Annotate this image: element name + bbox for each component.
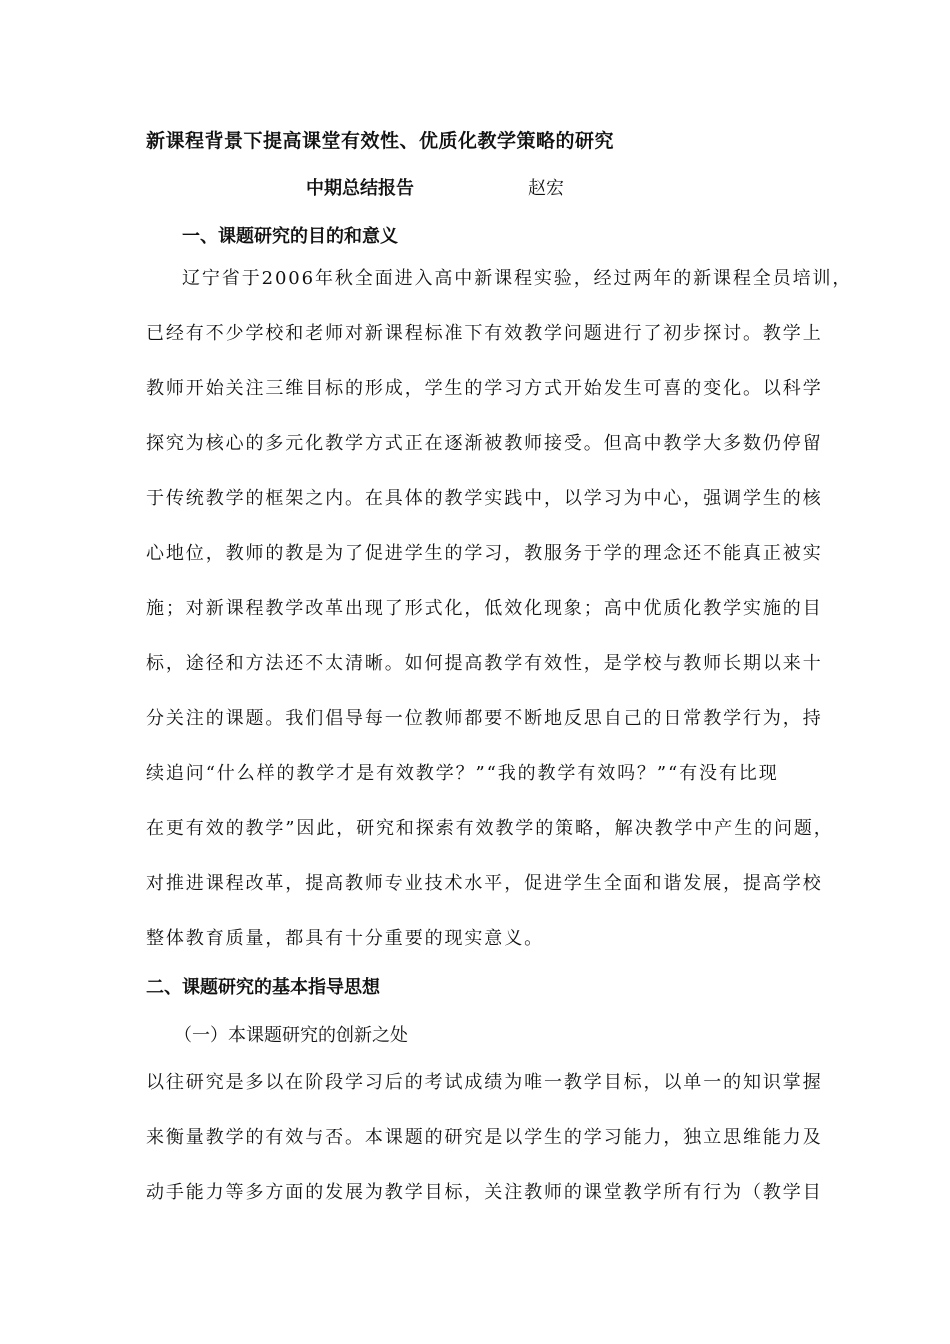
paragraph-line: 施；对新课程教学改革出现了形式化，低效化现象；高中优质化教学实施的目 <box>146 598 823 619</box>
paragraph-line: 动手能力等多方面的发展为教学目标，关注教师的课堂教学所有行为（教学目 <box>146 1182 823 1203</box>
paragraph-line: 于传统教学的框架之内。在具体的教学实践中，以学习为中心，强调学生的核 <box>146 488 823 509</box>
paragraph-line: 续追问“什么样的教学才是有效教学？”“我的教学有效吗？”“有没有比现 <box>146 763 779 784</box>
paragraph-line: 已经有不少学校和老师对新课程标准下有效教学问题进行了初步探讨。教学上 <box>146 323 823 344</box>
section1-paragraph <box>146 251 853 966</box>
paragraph-line: 教师开始关注三维目标的形成，学生的学习方式开始发生可喜的变化。以科学 <box>146 378 823 399</box>
document-title: 新课程背景下提高课堂有效性、优质化教学策略的研究 <box>146 130 615 152</box>
paragraph-line: 探究为核心的多元化教学方式正在逐渐被教师接受。但高中教学大多数仍停留 <box>146 433 823 454</box>
paragraph-line: 整体教育质量，都具有十分重要的现实意义。 <box>146 928 544 949</box>
paragraph-line: 心地位，教师的教是为了促进学生的学习，教服务于学的理念还不能真正被实 <box>146 543 823 564</box>
section2-subheading: （一）本课题研究的创新之处 <box>174 1025 408 1046</box>
paragraph-line: 在更有效的教学”因此，研究和探索有效教学的策略，解决教学中产生的问题， <box>146 818 834 839</box>
section1-heading: 一、课题研究的目的和意义 <box>182 226 398 247</box>
document-author: 赵宏 <box>528 178 564 199</box>
paragraph-line: 以往研究是多以在阶段学习后的考试成绩为唯一教学目标，以单一的知识掌握 <box>146 1072 823 1093</box>
paragraph-line: 辽宁省于2006年秋全面进入高中新课程实验，经过两年的新课程全员培训， <box>182 268 853 289</box>
paragraph-line: 来衡量教学的有效与否。本课题的研究是以学生的学习能力，独立思维能力及 <box>146 1127 823 1148</box>
paragraph-line: 分关注的课题。我们倡导每一位教师都要不断地反思自己的日常教学行为，持 <box>146 708 823 729</box>
section2-heading: 二、课题研究的基本指导思想 <box>146 977 380 998</box>
document-subtitle: 中期总结报告 <box>306 178 414 199</box>
paragraph-line: 标，途径和方法还不太清晰。如何提高教学有效性，是学校与教师长期以来十 <box>146 653 823 674</box>
section2-paragraph <box>146 1055 826 1220</box>
paragraph-line: 对推进课程改革，提高教师专业技术水平，促进学生全面和谐发展，提高学校 <box>146 873 823 894</box>
